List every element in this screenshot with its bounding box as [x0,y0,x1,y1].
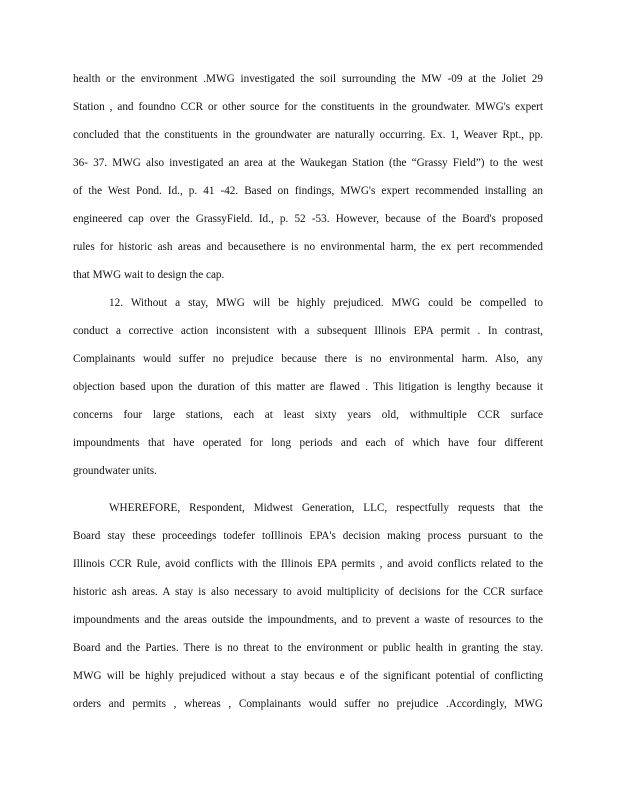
text-line: orders and permits , whereas , Complainants would suffer no prejudice .Accordingly, MWG [73,698,543,710]
text-line: conduct a corrective action inconsistent with a subsequent Illinois EPA permit . In contrast, [73,325,543,337]
text-line: health or the environment .MWG investigated the soil surrounding the MW -09 at the Joliet 29 [73,73,543,85]
text-line: concluded that the constituents in the groundwater are naturally occurring. Ex. 1, Weaver Rpt., pp. [73,129,543,141]
text-line: historic ash areas. A stay is also necessary to avoid multiplicity of decisions for the CCR surface [73,586,543,598]
text-line: concerns four large stations, each at least sixty years old, withmultiple CCR surface [73,409,543,421]
text-line: Station , and foundno CCR or other source for the constituents in the groundwater. MWG's expert [73,101,543,113]
text-line: impoundments that have operated for long periods and each of which have four different [73,437,543,449]
paragraph-12-first-line: 12. Without a stay, MWG will be highly prejudiced. MWG could be compelled to [109,297,543,309]
text-line: rules for historic ash areas and becausethere is no environmental harm, the ex pert recommended [73,241,543,253]
text-line: engineered cap over the GrassyField. Id., p. 52 -53. However, because of the Board's proposed [73,213,543,225]
text-line: groundwater units. [73,465,157,477]
text-line: objection based upon the duration of this matter are flawed . This litigation is lengthy because it [73,381,543,393]
wherefore-first-line: WHEREFORE, Respondent, Midwest Generation, LLC, respectfully requests that the [109,502,543,514]
text-line: Illinois CCR Rule, avoid conflicts with the Illinois EPA permits , and avoid conflicts related to the [73,558,543,570]
text-line: MWG will be highly prejudiced without a stay becaus e of the significant potential of conflicting [73,670,543,682]
text-line: Board stay these proceedings todefer toIllinois EPA's decision making process pursuant to the [73,530,543,542]
text-line: 36- 37. MWG also investigated an area at the Waukegan Station (the “Grassy Field”) to the west [73,157,543,169]
text-line: impoundments and the areas outside the impoundments, and to prevent a waste of resources to the [73,614,543,626]
text-line: Complainants would suffer no prejudice because there is no environmental harm. Also, any [73,353,543,365]
text-line: of the West Pond. Id., p. 41 -42. Based on findings, MWG's expert recommended installing an [73,185,543,197]
text-line: that MWG wait to design the cap. [73,269,225,281]
text-line: Board and the Parties. There is no threat to the environment or public health in granting the stay. [73,642,543,654]
